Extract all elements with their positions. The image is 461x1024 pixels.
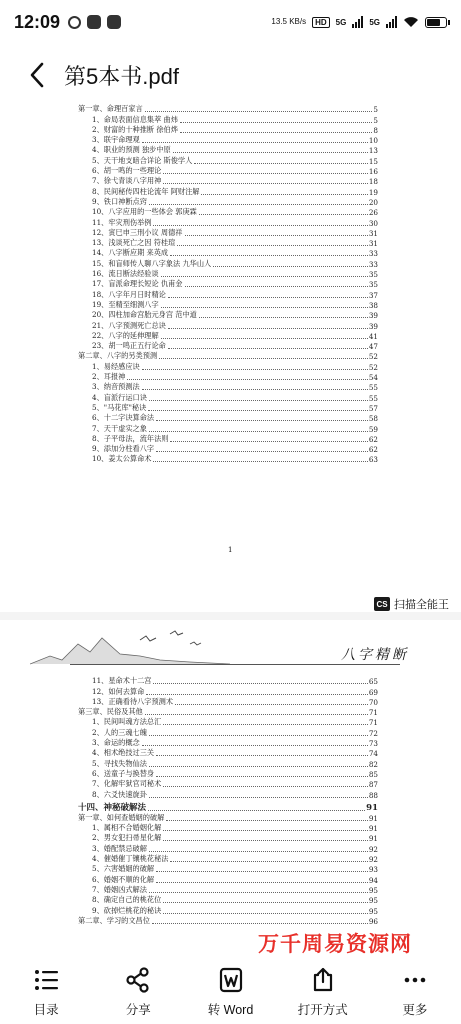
notification-icons [68, 15, 121, 29]
toc-entry[interactable] [78, 738, 378, 748]
toc-leader-dots [145, 111, 373, 112]
toc-entry-label: 8、确定自己的桃花位 [92, 895, 162, 905]
toc-leader-dots [185, 286, 368, 287]
toc-entry[interactable] [78, 269, 378, 279]
toc-entry-label: 19、至精至细测八字 [92, 299, 159, 309]
signal-icon [386, 16, 397, 28]
toc-entry-label: 2、男女犯扫帚星化解 [92, 833, 162, 843]
toc-entry[interactable] [78, 843, 378, 853]
toc-entry[interactable] [78, 217, 378, 227]
toc-entry[interactable] [78, 279, 378, 289]
toc-leader-dots [163, 786, 368, 787]
toc-entry[interactable] [78, 248, 378, 258]
toc-entry-label: 11、牢灾刑伤举例 [92, 217, 152, 227]
camscanner-logo-icon: CS [374, 597, 390, 611]
toc-leader-dots [159, 358, 368, 359]
toc-entry[interactable] [78, 351, 378, 361]
back-arrow-icon [29, 62, 45, 88]
toc-entry-label: 1、易经感应诀 [92, 361, 140, 371]
toc-entry-page: 35 [368, 280, 378, 290]
toc-entry-label: 4、催婚催丁镶桃花秘法 [92, 854, 169, 864]
toc-entry-label: 第二章、学习的文昌位 [78, 915, 150, 925]
toc-entry-page: 5 [373, 105, 378, 115]
toc-entry[interactable] [78, 727, 378, 737]
toc-leader-dots [127, 379, 368, 380]
toc-entry-page: 54 [368, 373, 378, 383]
toc-entry-label: 8、子平母法，流年法则 [92, 433, 169, 443]
toc-entry[interactable] [78, 331, 378, 341]
toc-entry-page: 33 [368, 249, 378, 259]
toc-leader-dots [199, 214, 368, 215]
toc-entry[interactable] [78, 769, 378, 779]
status-bar [0, 0, 461, 44]
toc-leader-dots [170, 255, 368, 256]
toc-entry-page: 87 [368, 780, 378, 790]
toc-entry[interactable] [78, 789, 378, 799]
toc-entry[interactable] [78, 361, 378, 371]
toc-entry-page: 63 [368, 455, 378, 465]
toc-entry[interactable] [78, 686, 378, 696]
toc-entry-label: 5、六害婚姻的破解 [92, 864, 155, 874]
toc-entry[interactable] [78, 310, 378, 320]
toc-entry-label: 9、砍掉烂桃花的秘诀 [92, 905, 162, 915]
toc-entry-label: 11、星命术十二宫 [92, 676, 152, 686]
toc-entry-label: 5、"马花库"秘诀 [92, 402, 147, 412]
toc-entry-label: 4、盲派行运口诀 [92, 392, 147, 402]
back-button[interactable] [12, 50, 62, 100]
toc-leader-dots [149, 797, 368, 798]
toc-entry[interactable] [78, 372, 378, 382]
toc-entry[interactable] [78, 114, 378, 124]
book-header-title: 八字精断 [341, 647, 409, 663]
toc-entry[interactable] [78, 707, 378, 717]
toc-leader-dots [177, 245, 368, 246]
toc-entry-page: 19 [368, 187, 378, 197]
toc-leader-dots [180, 132, 373, 133]
toc-entry-page: 20 [368, 197, 378, 207]
scanner-label: 扫描全能王 [394, 599, 449, 611]
toc-entry-label: 17、盲派命理长短论 仇甫金 [92, 279, 183, 289]
toc-entry[interactable] [78, 166, 378, 176]
toc-entry-label: 23、胡一鸣正五行论命 [92, 341, 166, 351]
toc-entry-label: 21、八字预测死亡总诀 [92, 320, 166, 330]
status-right [271, 16, 447, 28]
more-icon [401, 966, 429, 994]
toc-entry[interactable] [78, 300, 378, 310]
toc-leader-dots [152, 923, 368, 924]
battery-fill [427, 19, 440, 26]
share-label: 分享 [125, 1003, 151, 1017]
toc-entry[interactable] [78, 885, 378, 895]
toc-entry[interactable] [78, 403, 378, 413]
toc-entry-label: 5、天干地支暗合详论 斯俊学人 [92, 155, 193, 165]
toc-entry-label: 1、命局表面信息集萃 曲炜 [92, 114, 178, 124]
toc-entry[interactable] [78, 676, 378, 686]
signal-icon [352, 16, 363, 28]
toc-entry-page: 13 [368, 146, 378, 156]
toc-entry-label: 7、天干虚实之象 [92, 423, 147, 433]
toc-entry-page: 65 [368, 677, 378, 687]
toc-leader-dots [163, 183, 368, 184]
toc-entry-page: 91 [368, 813, 378, 823]
toc-entry-page: 94 [368, 875, 378, 885]
toc-leader-dots [163, 830, 368, 831]
toc-entry-label: 3、命运的概念 [92, 738, 140, 748]
toc-entry[interactable] [78, 320, 378, 330]
toc-entry-page: 39 [368, 321, 378, 331]
toc-entry-page: 35 [368, 270, 378, 280]
toc-entry[interactable] [78, 197, 378, 207]
toc-leader-dots [149, 204, 368, 205]
toc-leader-dots [156, 755, 368, 756]
toc-entry-label: 15、和盲师传人聊八字象法 九华山人 [92, 258, 212, 268]
notification-app-icon [68, 16, 81, 29]
toc-entry-label: 6、十二字诀算命法 [92, 413, 155, 423]
toc-entry-page: 47 [368, 342, 378, 352]
list-icon [32, 966, 60, 994]
toc-entry-label: 2、耳报神 [92, 372, 126, 382]
toc-entry-page: 71 [368, 718, 378, 728]
share-button[interactable] [92, 960, 184, 1024]
toc-leader-dots [149, 431, 368, 432]
toc-entry-page: 95 [368, 896, 378, 906]
title-bar [0, 50, 461, 100]
toc-entry-label: 20、四柱加命宫胎元身宫 范中道 [92, 310, 197, 320]
toc-entry-page: 92 [368, 844, 378, 854]
toc-entry[interactable] [78, 176, 378, 186]
table-of-contents [78, 676, 378, 926]
toc-entry-label: 第一章、命理百家言 [78, 104, 143, 114]
toc-leader-dots [168, 297, 368, 298]
toc-entry-page: 5 [373, 115, 378, 125]
toc-leader-dots [153, 683, 367, 684]
toc-leader-dots [201, 194, 367, 195]
toc-entry[interactable] [78, 905, 378, 915]
toc-leader-dots [163, 724, 368, 725]
toc-entry-label: 第二章、八字的另类预测 [78, 351, 158, 361]
toc-entry-label: 12、如何去算命 [92, 686, 145, 696]
toc-entry-page: 91 [366, 802, 378, 813]
word-icon [217, 966, 245, 994]
toc-leader-dots [156, 451, 368, 452]
scanner-watermark [374, 596, 449, 612]
toc-leader-dots [142, 745, 368, 746]
convert-word-label: 转 Word [207, 1003, 254, 1017]
toc-entry-label: 7、徐弋青谈八字用神 [92, 176, 162, 186]
share-icon [124, 966, 152, 994]
toc-leader-dots [142, 389, 368, 390]
toc-leader-dots [175, 704, 368, 705]
toc-leader-dots [148, 410, 368, 411]
toc-entry-page: 71 [368, 708, 378, 718]
toc-entry-page: 57 [368, 403, 378, 413]
status-time: 12:09 [14, 11, 61, 32]
pdf-page [0, 100, 461, 612]
toc-entry[interactable] [78, 854, 378, 864]
toc-leader-dots [173, 152, 368, 153]
toc-entry-label: 13、浅谈死亡之因 符桂瑄 [92, 238, 176, 248]
toc-entry[interactable] [78, 434, 378, 444]
toc-leader-dots [149, 892, 368, 893]
toc-entry[interactable] [78, 155, 378, 165]
toc-entry-page: 91 [368, 834, 378, 844]
toc-leader-dots [156, 871, 368, 872]
toc-entry-page: 93 [368, 865, 378, 875]
open-with-label: 打开方式 [297, 1003, 348, 1017]
toc-leader-dots [185, 235, 368, 236]
open-with-button[interactable] [277, 960, 369, 1024]
toc-entry[interactable] [78, 104, 378, 114]
toc-leader-dots [153, 461, 367, 462]
toc-entry-page: 31 [368, 239, 378, 249]
toc-leader-dots [148, 810, 365, 811]
bottom-toolbar [0, 960, 461, 1024]
toc-entry[interactable] [78, 382, 378, 392]
toc-entry[interactable] [78, 813, 378, 823]
toc-entry-page: 70 [368, 697, 378, 707]
wifi-icon [403, 16, 419, 28]
toc-leader-dots [168, 328, 368, 329]
mountain-cranes-illustration [30, 626, 230, 666]
toc-entry-label: 7、化解牢狱官司秘术 [92, 779, 162, 789]
toc-entry-page: 37 [368, 290, 378, 300]
toc-entry[interactable] [78, 895, 378, 905]
toc-entry-page: 91 [368, 824, 378, 834]
hd-badge: HD [312, 17, 330, 28]
toc-leader-dots [156, 882, 368, 883]
toc-entry-page: 15 [368, 156, 378, 166]
toc-entry-label: 18、八字年月日时精论 [92, 289, 166, 299]
toc-entry-page: 72 [368, 728, 378, 738]
toc-entry-page: 55 [368, 393, 378, 403]
pdf-page [0, 620, 461, 960]
toc-button[interactable] [0, 960, 92, 1024]
toc-entry-label: 10、八字应用的一些体会 郭庚霖 [92, 207, 197, 217]
toc-entry-page: 82 [368, 759, 378, 769]
toc-entry-page: 92 [368, 855, 378, 865]
toc-entry-page: 39 [368, 311, 378, 321]
toc-leader-dots [142, 369, 368, 370]
toc-entry[interactable] [78, 186, 378, 196]
toc-leader-dots [142, 142, 368, 143]
toc-entry-page: 73 [368, 739, 378, 749]
toc-entry-label: 6、送童子与换替身 [92, 768, 155, 778]
toc-entry-label: 8、六爻快速旋卦 [92, 789, 147, 799]
toc-entry-label: 3、婚配禁忌破解 [92, 843, 147, 853]
toc-entry-label: 10、姜太公算命术 [92, 454, 152, 464]
net-speed: 13.5 KB/s [271, 17, 307, 26]
toc-entry[interactable] [78, 423, 378, 433]
toc-entry-page: 33 [368, 259, 378, 269]
toc-entry[interactable] [78, 823, 378, 833]
toc-entry-label: 13、正确看待八字预测术 [92, 696, 174, 706]
toc-leader-dots [170, 441, 367, 442]
toc-entry-label: 22、八字的延伸理解 [92, 330, 159, 340]
toc-leader-dots [163, 840, 368, 841]
toc-entry-label: 6、婚姻不顺的化解 [92, 874, 155, 884]
toc-entry-label: 2、人的三魂七魄 [92, 727, 147, 737]
toc-entry-label: 3、纳音预测法 [92, 382, 140, 392]
toc-leader-dots [161, 276, 368, 277]
toc-entry-page: 95 [368, 906, 378, 916]
toc-entry[interactable] [78, 145, 378, 155]
toc-entry[interactable] [78, 874, 378, 884]
signal-label: 5G [369, 17, 380, 27]
toc-entry-page: 69 [368, 687, 378, 697]
toc-entry[interactable] [78, 717, 378, 727]
toc-entry[interactable] [78, 916, 378, 926]
toc-entry[interactable] [78, 800, 378, 813]
toc-entry-page: 31 [368, 228, 378, 238]
toc-entry-label: 第一章、如何查婚姻的破解 [78, 812, 165, 822]
toc-entry-label: 9、铁口神断点窍 [92, 196, 147, 206]
toc-entry[interactable] [78, 258, 378, 268]
toc-entry-label: 第三章、民俗及其他 [78, 707, 143, 717]
toc-entry[interactable] [78, 289, 378, 299]
toc-entry-label: 16、流日断法经验谈 [92, 269, 159, 279]
toc-leader-dots [166, 820, 368, 821]
toc-entry-page: 26 [368, 208, 378, 218]
toc-leader-dots [161, 338, 368, 339]
toc-entry[interactable] [78, 135, 378, 145]
toc-entry-page: 59 [368, 424, 378, 434]
toc-entry-page: 55 [368, 383, 378, 393]
more-label: 更多 [402, 1003, 428, 1017]
toc-leader-dots [156, 420, 368, 421]
toc-entry[interactable] [78, 125, 378, 135]
toc-entry-page: 96 [368, 916, 378, 926]
toc-leader-dots [199, 317, 368, 318]
toc-entry-page: 52 [368, 352, 378, 362]
toc-leader-dots [180, 122, 373, 123]
convert-word-button[interactable] [184, 960, 276, 1024]
toc-entry[interactable] [78, 228, 378, 238]
more-button[interactable] [369, 960, 461, 1024]
toc-entry-page: 58 [368, 414, 378, 424]
toc-entry-page: 74 [368, 749, 378, 759]
toc-entry-page: 30 [368, 218, 378, 228]
toc-entry[interactable] [78, 341, 378, 351]
toc-leader-dots [153, 225, 367, 226]
toc-entry-label: 7、婚姻凶式解法 [92, 884, 147, 894]
toc-leader-dots [145, 714, 368, 715]
toc-entry-label: 3、联宇命理观 [92, 135, 140, 145]
notification-app-icon [107, 15, 121, 29]
toc-entry[interactable] [78, 748, 378, 758]
toc-entry-page: 95 [368, 885, 378, 895]
header-divider [70, 664, 400, 665]
battery-icon [425, 17, 447, 28]
toc-entry-label: 4、相术绝技过三关 [92, 748, 155, 758]
toc-entry-label: 1、属相不合婚姻化解 [92, 823, 162, 833]
toc-entry-page: 38 [368, 300, 378, 310]
toc-entry-page: 41 [368, 331, 378, 341]
table-of-contents [78, 104, 378, 464]
toc-leader-dots [161, 307, 368, 308]
toc-entry[interactable] [78, 697, 378, 707]
signal-label: 5G [335, 17, 347, 27]
page-number: 1 [228, 546, 233, 554]
toc-entry-page: 52 [368, 362, 378, 372]
toc-leader-dots [213, 266, 368, 267]
toc-entry[interactable] [78, 392, 378, 402]
pdf-viewer[interactable] [0, 100, 461, 960]
toc-entry[interactable] [78, 238, 378, 248]
toc-leader-dots [163, 902, 368, 903]
toc-entry-label: 十四、神秘破解法 [78, 802, 147, 813]
toc-leader-dots [149, 766, 368, 767]
toc-entry-label: 1、民间叫魂方法总汇 [92, 717, 162, 727]
toc-entry-page: 16 [368, 167, 378, 177]
toc-leader-dots [149, 735, 368, 736]
toc-entry-page: 62 [368, 434, 378, 444]
toc-entry[interactable] [78, 207, 378, 217]
toc-entry-label: 2、财富的十种推断 徐伯烨 [92, 124, 178, 134]
toc-leader-dots [163, 913, 368, 914]
toc-leader-dots [163, 173, 368, 174]
toc-entry-page: 18 [368, 177, 378, 187]
toc-leader-dots [149, 400, 368, 401]
toc-entry[interactable] [78, 444, 378, 454]
toc-entry-label: 14、八字断应期 来英成 [92, 248, 169, 258]
toc-entry-page: 85 [368, 769, 378, 779]
toc-entry[interactable] [78, 758, 378, 768]
toc-entry[interactable] [78, 864, 378, 874]
toc-leader-dots [168, 348, 368, 349]
toc-entry[interactable] [78, 833, 378, 843]
toc-entry-page: 62 [368, 445, 378, 455]
toc-leader-dots [149, 851, 368, 852]
toc-entry-label: 12、寅巳申三刑小议 周德祥 [92, 227, 183, 237]
notification-app-icon [87, 15, 101, 29]
toc-entry-label: 6、胡一鸣的一些理论 [92, 166, 162, 176]
toc-label: 目录 [33, 1003, 59, 1017]
toc-entry-page: 88 [368, 790, 378, 800]
toc-leader-dots [156, 776, 368, 777]
toc-entry-label: 8、民间秘传四柱论流年 阿财注解 [92, 186, 200, 196]
toc-entry[interactable] [78, 454, 378, 464]
toc-entry[interactable] [78, 413, 378, 423]
toc-entry-page: 10 [368, 136, 378, 146]
toc-leader-dots [146, 694, 368, 695]
toc-leader-dots [170, 861, 367, 862]
watermark-line: 万千周易资源网 [258, 932, 412, 956]
toc-entry-label: 4、职业的预测 独步中原 [92, 145, 171, 155]
open-with-icon [309, 966, 337, 994]
document-title: 第5本书.pdf [64, 63, 179, 89]
toc-entry[interactable] [78, 779, 378, 789]
toc-leader-dots [194, 163, 368, 164]
toc-entry-page: 8 [373, 125, 378, 135]
toc-entry-label: 9、添加分柱看八字 [92, 444, 155, 454]
toc-entry-label: 5、寻找失物仙法 [92, 758, 147, 768]
